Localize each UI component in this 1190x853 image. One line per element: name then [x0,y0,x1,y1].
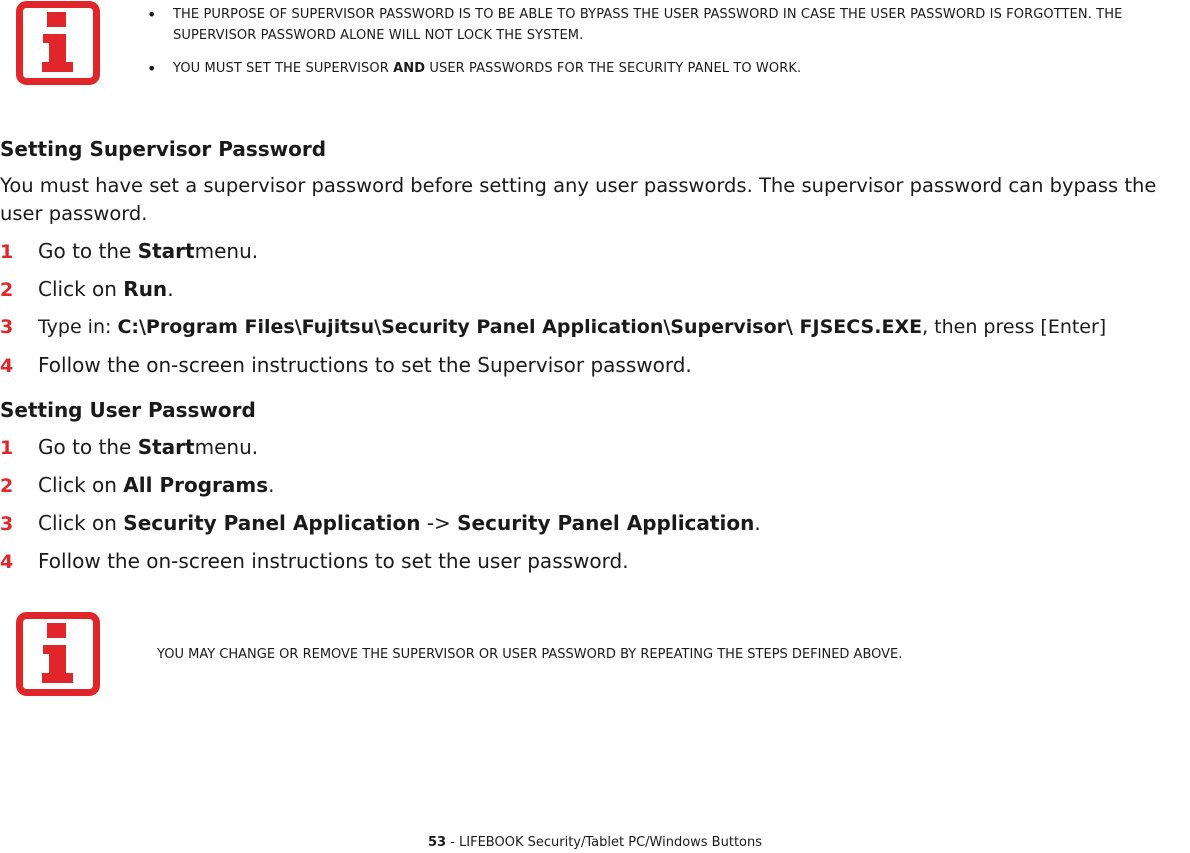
step-number: 2 [0,279,14,301]
step-emphasis: Start [137,239,195,263]
step-text: . [268,473,275,497]
step-item [0,351,1106,389]
step-text: . [754,511,761,535]
step-number: 3 [0,316,14,338]
section-title-user: Setting User Password [0,398,256,422]
step-item [0,237,1106,275]
supervisor-intro: You must have set a supervisor password before setting any user passwords. The supervisor password can bypass the user password. [0,174,1157,225]
step-emphasis: Security Panel Application [457,511,755,535]
step-item [0,313,1106,351]
bottom-note-text: YOU MAY CHANGE OR REMOVE THE SUPERVISOR OR USER PASSWORD BY REPEATING THE STEPS DEFINED ABOVE. [157,647,903,662]
step-text: Go to the [38,435,132,459]
step-item [0,509,761,547]
step-number: 4 [0,551,14,573]
step-text: Follow the on-screen instructions to set the user password. [38,549,629,573]
step-number: 1 [0,437,14,459]
info-icon [16,612,100,696]
step-text: menu. [194,435,259,459]
info-icon [16,1,100,85]
step-number: 3 [0,513,14,535]
page-footer [0,834,1190,852]
section-title-supervisor: Setting Supervisor Password [0,137,327,161]
footer-text: - LIFEBOOK Security/Tablet PC/Windows Buttons [446,835,763,850]
step-text: Go to the [38,239,132,263]
step-text: Click on [38,473,117,497]
note-emphasis: AND [393,61,426,76]
note-bullet [145,58,1175,79]
step-text: Click on [38,277,117,301]
step-text: Follow the on-screen instructions to set the Supervisor password. [38,353,692,377]
step-emphasis: All Programs [123,473,269,497]
step-text: menu. [194,239,259,263]
step-number: 1 [0,241,14,263]
note-text: USER PASSWORDS FOR THE SECURITY PANEL TO WORK. [425,61,802,76]
supervisor-steps [0,237,1106,389]
step-text: Click on [38,511,117,535]
note-bullet [145,4,1175,46]
step-item [0,471,761,509]
step-item [0,275,1106,313]
step-text: . [167,277,174,301]
step-text: Type in: [38,316,112,338]
user-steps [0,433,761,585]
step-emphasis: Start [137,435,195,459]
page-number: 53 [427,835,447,850]
step-number: 4 [0,355,14,377]
note-text: YOU MUST SET THE SUPERVISOR [173,61,394,76]
step-text: -> [420,511,458,535]
step-number: 2 [0,475,14,497]
step-emphasis: Security Panel Application [123,511,421,535]
note-text: THE PURPOSE OF SUPERVISOR PASSWORD IS TO BE ABLE TO BYPASS THE USER PASSWORD IN CASE THE USER PASSWORD IS FORGOTTEN. THE SUPERVISOR PASSWORD ALONE WILL NOT LOCK THE SYSTEM. [173,7,1123,43]
step-text: , then press [Enter] [922,316,1107,338]
step-item [0,433,761,471]
top-note-list [145,4,1175,79]
step-item [0,547,761,585]
step-emphasis: C:\Program Files\Fujitsu\Security Panel Application\Supervisor\ FJSECS.EXE [117,316,923,338]
step-emphasis: Run [123,277,168,301]
